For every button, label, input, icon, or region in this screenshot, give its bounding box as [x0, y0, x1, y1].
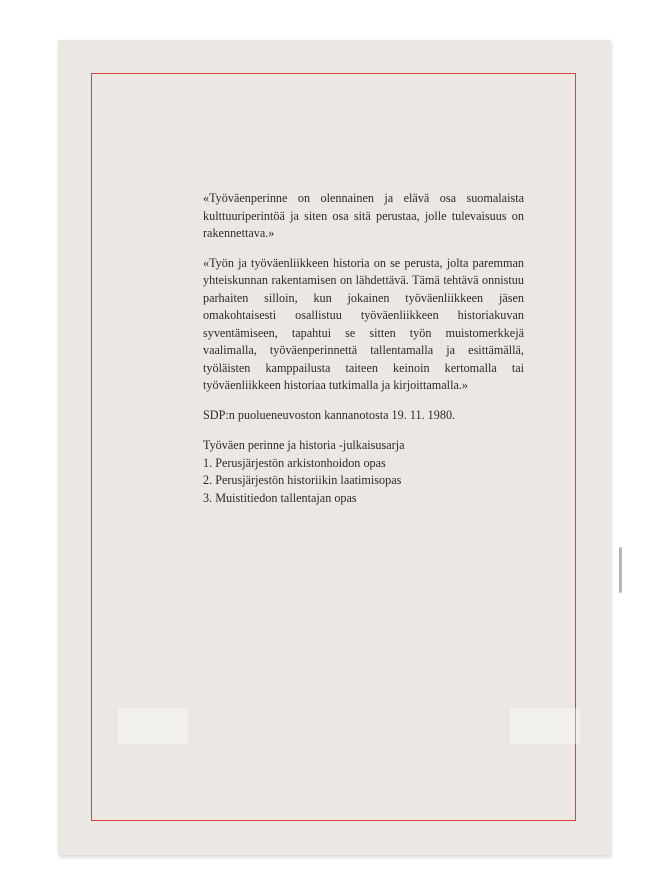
staple-mark — [619, 547, 622, 593]
back-cover-text — [203, 190, 524, 507]
quote-history: «Työn ja työväenliikkeen historia on se perusta, jolta paremman yhteiskunnan rakentamisen on lähdettävä. Tämä tehtävä onnistuu parhaiten silloin, kun jokainen työväenliikkeen jäsen omakohtaisesti osallistuu työväenliikkeen historiakuvan syventämiseen, tapahtui se sitten työn muistomerkkejä vaalimalla, työväenperinnettä tallentamalla ja esittämällä, työläisten kamppailusta taiteen keinoin kertomalla tai työväenliikkeen historiaa tutkimalla ja kirjoittamalla.» — [203, 255, 524, 392]
paper-wear-mark-right — [510, 708, 580, 744]
series-item: 2. Perusjärjestön historiikin laatimisopas — [203, 473, 402, 487]
paper-wear-mark-left — [118, 708, 188, 744]
series-item: 3. Muistitiedon tallentajan opas — [203, 490, 357, 505]
series-list — [203, 455, 524, 508]
quote-heritage: «Työväenperinne on olennainen ja elävä osa suomalaista kulttuuriperintöä ja siten osa sitä perustaa, jolle tulevaisuus on rakennettava.» — [203, 191, 524, 240]
quote-source: SDP:n puolueneuvoston kannanotosta 19. 11. 1980. — [203, 407, 456, 422]
series-title: Työväen perinne ja historia -julkaisusarja — [203, 438, 405, 452]
back-cover-page — [58, 40, 610, 855]
series-item: 1. Perusjärjestön arkistonhoidon opas — [203, 455, 386, 470]
